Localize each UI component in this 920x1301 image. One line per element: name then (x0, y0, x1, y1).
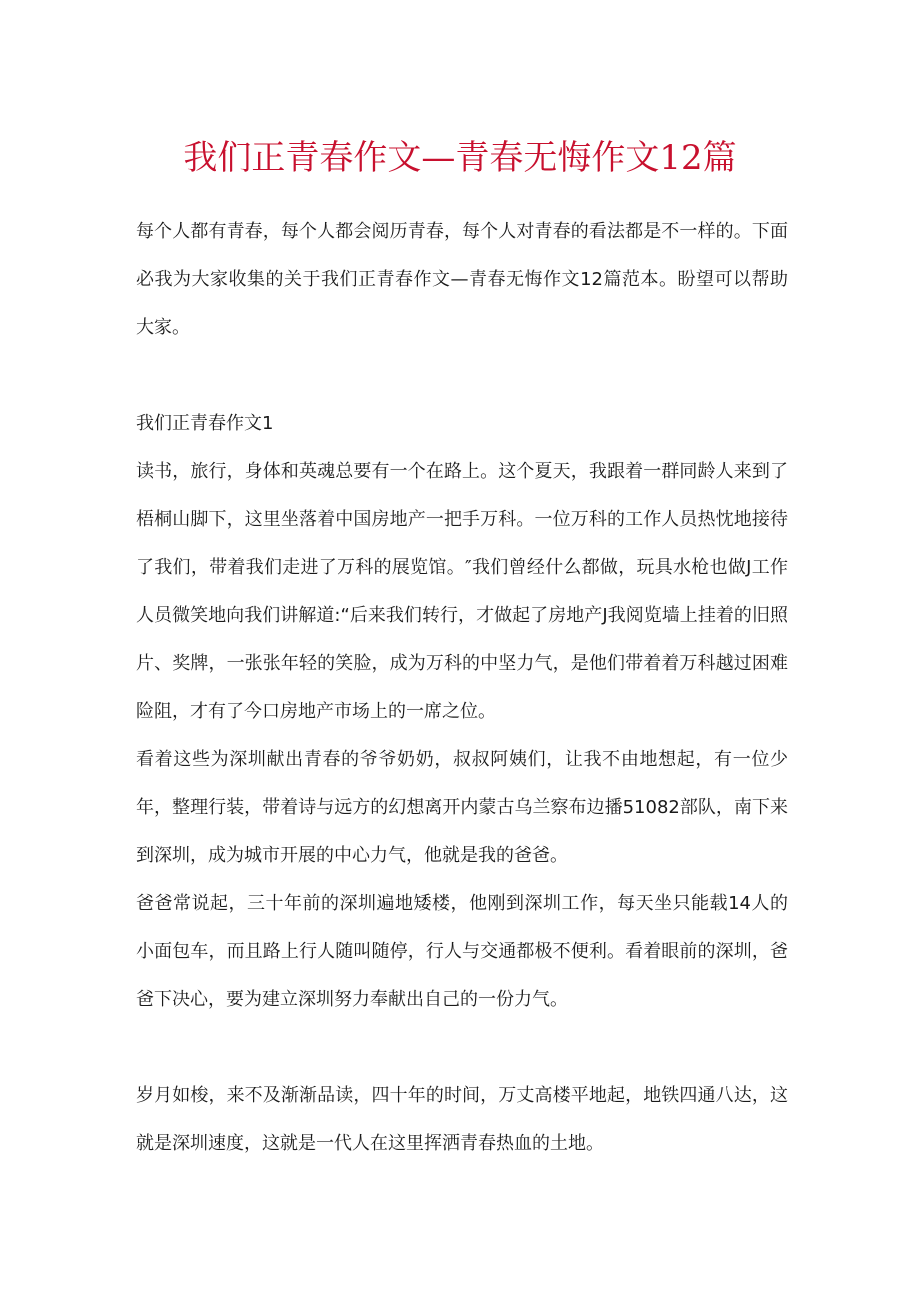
section-heading-text: 我们正青春作文1 (136, 413, 274, 434)
section-heading (136, 400, 788, 448)
paragraph-text: 读书，旅行，身体和英魂总要有一个在路上。这个夏天，我跟着一群同龄人来到了梧桐山脚下，这里坐落着中国房地产一把手万科。一位万科的工作人员热忱地接待了我们，带着我们走进了万科的展览馆。″我们曾经什么都做，玩具水枪也做J工作人员微笑地向我们讲解道:“后来我们转行，才做起了房地产J我阅览墙上挂着的旧照片、奖牌，一张张年轻的笑脸，成为万科的中坚力气，是他们带着着万科越过困难险阻，才有了今口房地产市场上的一席之位。 (136, 461, 788, 722)
intro-paragraph (136, 208, 788, 352)
paragraph-text: 爸爸常说起，三十年前的深圳遍地矮楼，他刚到深圳工作，每天坐只能载14人的小面包车，而且路上行人随叫随停，行人与交通都极不便利。看着眼前的深圳，爸爸下决心，要为建立深圳努力奉献出自己的一份力气。 (136, 893, 788, 1010)
paragraph-4 (136, 1072, 788, 1168)
paragraph-3 (136, 880, 788, 1024)
paragraph-2 (136, 736, 788, 880)
paragraph-1 (136, 448, 788, 736)
document-title: 我们正青春作文—青春无悔作文12篇 (183, 138, 737, 178)
paragraph-text: 岁月如梭，来不及渐渐品读，四十年的时间，万丈高楼平地起，地铁四通八达，这就是深圳速度，这就是一代人在这里挥洒青春热血的土地。 (136, 1085, 788, 1154)
paragraph-text: 看着这些为深圳献出青春的爷爷奶奶，叔叔阿姨们，让我不由地想起，有一位少年，整理行装，带着诗与远方的幻想离开内蒙古乌兰察布边播51082部队，南下来到深圳，成为城市开展的中心力气，他就是我的爸爸。 (136, 749, 788, 866)
intro-text: 每个人都有青春，每个人都会阅历青春，每个人对青春的看法都是不一样的。下面必我为大家收集的关于我们正青春作文—青春无悔作文12篇范本。盼望可以帮助大家。 (136, 221, 788, 338)
